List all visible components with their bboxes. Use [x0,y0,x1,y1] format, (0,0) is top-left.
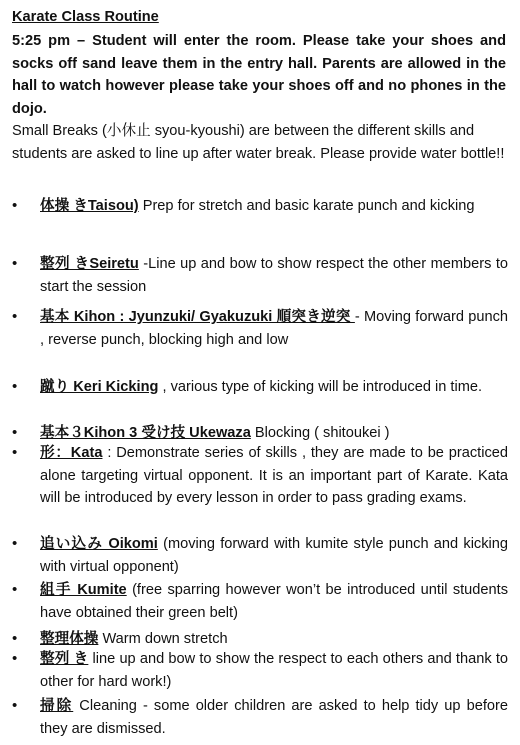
item-term: 整列 き [40,651,89,667]
item-term: 掃除 [40,698,74,714]
item-text: Cleaning - some older children are asked to help tidy up before they are dismissed. [40,698,508,737]
item-term: 形：Kata [40,445,103,461]
bullet-icon: • [12,197,18,214]
list-item [12,695,508,740]
item-text: (moving forward with kumite style punch and kicking with virtual opponent) [40,536,508,575]
bullet-icon: • [12,581,18,598]
item-text: - Moving forward punch , reverse punch, blocking high and low [40,309,508,348]
intro-paragraph: 5:25 pm – Student will enter the room. Please take your shoes and socks off sand leave them in the entry hall. Parents are allowed in the hall to watch however please take your shoes off and no phones in the dojo. [12,33,506,118]
item-text: (free sparring however won’t be introduced until students have obtained their green belt) [40,582,509,621]
list-item [12,579,508,624]
list-item [12,533,508,578]
item-term: 基本 Kihon : Jyunzuki/ Gyakuzuki 順突き逆突 [40,309,355,325]
bullet-icon: • [12,378,18,395]
item-text: line up and bow to show the respect to each others and thank to other for hard work!) [40,651,508,690]
list-item [12,253,508,298]
item-text: Blocking ( shitoukei ) [250,425,390,441]
bullet-icon: • [12,255,18,272]
breaks-note: Small Breaks (小休止 syou-kyoushi) are between the different skills and students are asked to line up after water break. Please provide water bottle!! [12,123,505,162]
list-item [12,376,508,399]
item-term: 整列 きSeiretu [40,256,139,272]
bullet-icon: • [12,650,18,667]
list-item [12,648,508,693]
item-term: 整理体操 [40,631,99,647]
bullet-icon: • [12,630,18,647]
item-text: -Line up and bow to show respect the other members to start the session [40,256,509,295]
list-item [12,442,508,510]
item-text: Prep for stretch and basic karate punch and kicking [138,198,475,214]
item-text: : Demonstrate series of skills , they are made to be practiced alone targeting virtual opponent. It is an important part of Karate. Kata will be introduced by every lesson in order to pass grading exams. [40,445,509,506]
item-text: , various type of kicking will be introduced in time. [158,379,483,395]
item-text: Warm down stretch [98,631,228,647]
list-item [12,306,508,351]
item-term: 組手 Kumite [40,582,127,598]
bullet-icon: • [12,308,18,325]
bullet-icon: • [12,444,18,461]
bullet-icon: • [12,697,18,714]
document-title: Karate Class Routine [12,9,159,25]
item-term: 体操 きTaisou) [40,198,139,214]
bullet-icon: • [12,424,18,441]
item-term: 追い込み Oikomi [40,536,158,552]
item-term: 基本３Kihon 3 受け技 Ukewaza [40,425,251,441]
bullet-icon: • [12,535,18,552]
list-item [12,195,508,218]
item-term: 蹴り Keri Kicking [40,379,159,395]
